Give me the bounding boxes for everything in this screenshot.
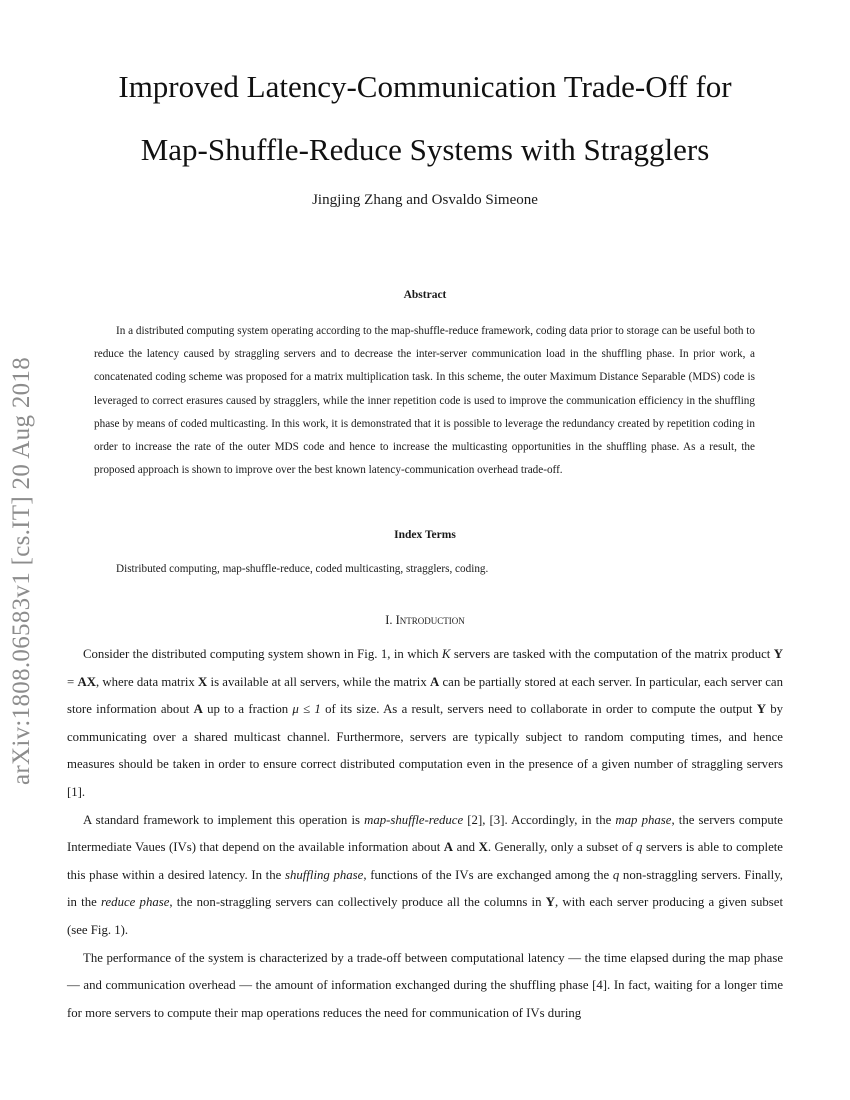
abstract-heading: Abstract: [403, 289, 447, 301]
text-run: , functions of the IVs are exchanged among the: [363, 867, 613, 882]
text-run: , with each server producing a given subset (see Fig. 1).: [67, 895, 783, 937]
math-Y: Y: [756, 702, 766, 717]
text-run: , the non-straggling servers can collectively produce all the columns in: [169, 895, 546, 910]
abstract-text: In a distributed computing system operating according to the map-shuffle-reduce framework, coding data prior to storage can be useful both to reduce the latency caused by straggling servers and to decrease the inter-server communication load in the shuffling phase. In prior work, a concatenated coding scheme was proposed for a matrix multiplication task. In this scheme, the outer Maximum Distance Separable (MDS) code is leveraged to correct erasures caused by stragglers, while the inner repetition code is used to improve the communication efficiency in the shuffling phase by means of coded multicasting. In this work, it is demonstrated that it is possible to leverage the redundancy created by repetition coding in order to increase the rate of the outer MDS code and hence to increase the multicasting opportunities in the shuffling phase. As a result, the proposed approach is shown to improve over the best known latency-communication overhead trade-off.: [94, 325, 755, 477]
text-run: Consider the distributed computing system shown in Fig. 1, in which: [83, 647, 442, 661]
text-run: is available at all servers, while the matrix: [207, 674, 430, 689]
paragraph-3: [67, 945, 783, 1028]
math-A: A: [430, 674, 440, 689]
paragraph-1: [67, 641, 783, 807]
emphasis: reduce phase: [101, 895, 170, 910]
author-list: Jingjing Zhang and Osvaldo Simeone: [312, 192, 538, 208]
math-q: q: [612, 867, 620, 882]
text-run: The performance of the system is characterized by a trade-off between computational latency — the time elapsed during the map phase — and communication overhead — the amount of information exchanged during the shuffling phase [4]. In fact, waiting for a longer time for more servers to compute their map operations reduces the need for communication of IVs during: [67, 950, 783, 1020]
index-terms-text: Distributed computing, map-shuffle-reduce, coded multicasting, stragglers, coding.: [116, 563, 489, 575]
text-run: up to a fraction: [202, 702, 293, 717]
math-X: X: [198, 674, 208, 689]
math-Y: Y: [545, 895, 555, 910]
text-run: . Generally, only a subset of: [487, 840, 637, 855]
text-run: non-straggling servers. Finally, in the: [67, 867, 783, 910]
math-X: X: [478, 840, 488, 855]
text-run: servers is able to complete this phase within a desired latency. In the: [67, 840, 783, 882]
paper-title-line-1: Improved Latency-Communication Trade-Off for: [118, 69, 732, 104]
text-run: , where data matrix: [95, 674, 199, 689]
arxiv-identifier: arXiv:1808.06583v1 [cs.IT] 20 Aug 2018: [8, 356, 35, 785]
section-number: I.: [385, 613, 396, 627]
text-run: of its size. As a result, servers need to collaborate in order to compute the output: [320, 702, 757, 717]
math-A: A: [193, 702, 203, 717]
text-run: by communicating over a shared multicast channel. Furthermore, servers are typically subject to random computing times, and hence measures should be taken in order to ensure correct distributed computation even in the presence of a given number of straggling servers [1].: [67, 702, 784, 799]
math-q: q: [636, 840, 643, 855]
text-run: [2], [3]. Accordingly, in the: [463, 812, 616, 827]
math-equals: =: [67, 674, 78, 689]
text-run: can be partially stored at each server. In particular, each server can store information about: [67, 674, 783, 717]
section-title: Introduction: [395, 613, 465, 627]
section-heading-introduction: [0, 613, 850, 628]
index-terms-heading: Index Terms: [394, 529, 456, 541]
math-A: A: [443, 840, 454, 855]
math-mu: μ ≤ 1: [292, 702, 321, 717]
emphasis: shuffling phase: [285, 867, 364, 882]
text-run: A standard framework to implement this operation is: [83, 812, 365, 827]
math-AX: AX: [77, 674, 96, 689]
paper-title-line-2: Map-Shuffle-Reduce Systems with Stragglers: [140, 132, 710, 167]
paragraph-2: [67, 807, 783, 945]
introduction-body: [67, 641, 783, 1027]
emphasis: map phase: [615, 812, 672, 827]
text-run: servers are tasked with the computation of the matrix product: [450, 647, 774, 661]
emphasis: map-shuffle-reduce: [364, 812, 464, 827]
text-run: and: [453, 840, 479, 855]
math-Y: Y: [773, 647, 784, 661]
text-run: , the servers compute Intermediate Vaues (IVs) that depend on the available information about: [67, 812, 783, 855]
math-K: K: [441, 647, 451, 661]
